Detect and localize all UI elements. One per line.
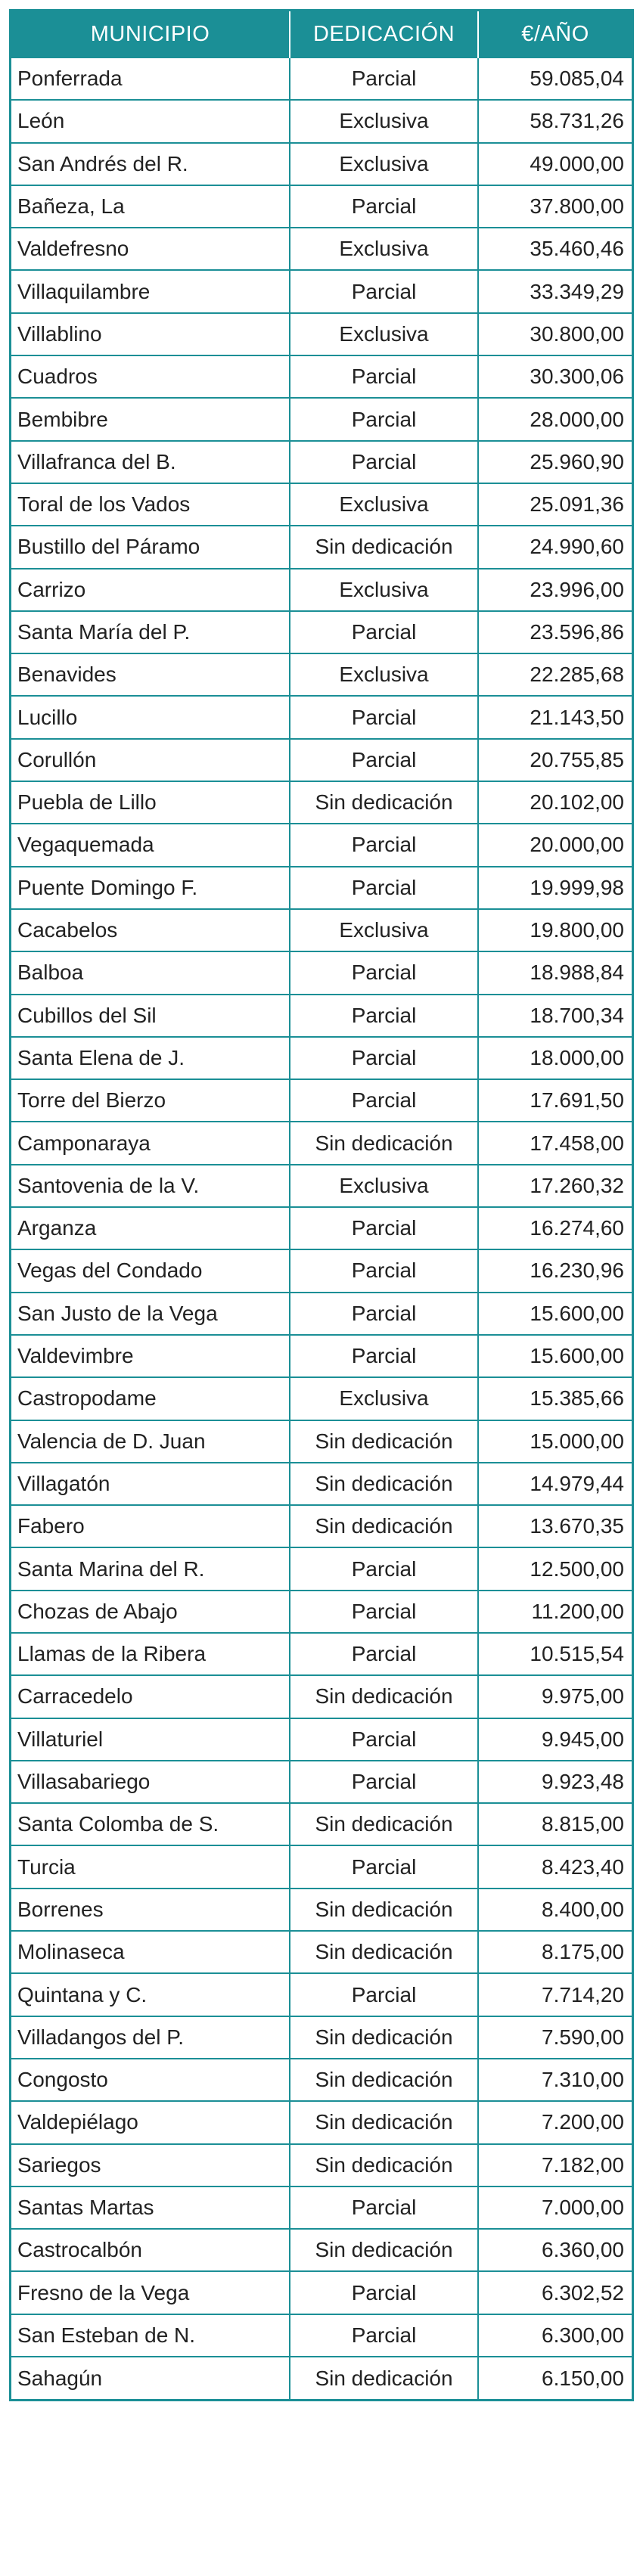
cell-importe: 20.102,00 [478,781,632,824]
cell-dedicacion: Parcial [290,696,478,738]
table-row [11,1889,632,1931]
cell-dedicacion: Exclusiva [290,909,478,951]
cell-municipio: San Esteban de N. [11,2314,290,2357]
table-row [11,1633,632,1675]
cell-municipio: Valdevimbre [11,1335,290,1377]
table-row [11,1591,632,1633]
cell-importe: 15.600,00 [478,1335,632,1377]
cell-importe: 21.143,50 [478,696,632,738]
cell-importe: 18.988,84 [478,951,632,994]
cell-importe: 28.000,00 [478,398,632,440]
header-dedicacion: DEDICACIÓN [290,11,478,57]
cell-dedicacion: Parcial [290,739,478,781]
cell-municipio: Camponaraya [11,1122,290,1164]
cell-importe: 9.975,00 [478,1675,632,1718]
table-row [11,1079,632,1122]
table-row [11,270,632,312]
cell-municipio: Santa Marina del R. [11,1547,290,1590]
cell-municipio: Sahagún [11,2357,290,2399]
cell-dedicacion: Sin dedicación [290,1122,478,1164]
cell-dedicacion: Exclusiva [290,1165,478,1207]
cell-importe: 20.000,00 [478,824,632,866]
cell-importe: 22.285,68 [478,653,632,696]
cell-municipio: Cuadros [11,355,290,398]
cell-municipio: Lucillo [11,696,290,738]
cell-dedicacion: Parcial [290,1249,478,1292]
cell-importe: 7.310,00 [478,2059,632,2101]
table-row [11,1420,632,1463]
cell-importe: 23.996,00 [478,569,632,611]
cell-dedicacion: Parcial [290,2271,478,2314]
cell-dedicacion: Sin dedicación [290,2144,478,2186]
cell-dedicacion: Sin dedicación [290,1675,478,1718]
table-row [11,867,632,909]
cell-importe: 19.800,00 [478,909,632,951]
table-row [11,441,632,483]
cell-dedicacion: Exclusiva [290,143,478,185]
cell-importe: 24.990,60 [478,526,632,568]
cell-importe: 15.600,00 [478,1293,632,1335]
cell-municipio: Santa Elena de J. [11,1037,290,1079]
cell-importe: 9.923,48 [478,1761,632,1803]
table-row [11,2016,632,2059]
table-row [11,696,632,738]
cell-municipio: Valdepiélago [11,2101,290,2143]
table-row [11,1165,632,1207]
cell-municipio: Benavides [11,653,290,696]
cell-importe: 30.300,06 [478,355,632,398]
cell-municipio: León [11,100,290,142]
cell-municipio: Fabero [11,1505,290,1547]
cell-dedicacion: Exclusiva [290,1377,478,1420]
table-row [11,1845,632,1888]
table-row [11,57,632,100]
cell-importe: 16.274,60 [478,1207,632,1249]
table-row [11,1249,632,1292]
cell-importe: 59.085,04 [478,57,632,100]
cell-municipio: Molinaseca [11,1931,290,1973]
table-row [11,2101,632,2143]
cell-municipio: Llamas de la Ribera [11,1633,290,1675]
table-row [11,313,632,355]
table-row [11,951,632,994]
table-row [11,739,632,781]
cell-dedicacion: Sin dedicación [290,2357,478,2399]
cell-municipio: Arganza [11,1207,290,1249]
cell-dedicacion: Exclusiva [290,100,478,142]
table-row [11,2271,632,2314]
cell-dedicacion: Parcial [290,1591,478,1633]
cell-dedicacion: Parcial [290,1633,478,1675]
cell-importe: 30.800,00 [478,313,632,355]
cell-importe: 23.596,86 [478,611,632,653]
cell-dedicacion: Sin dedicación [290,1463,478,1505]
cell-dedicacion: Parcial [290,398,478,440]
cell-municipio: Puebla de Lillo [11,781,290,824]
cell-dedicacion: Parcial [290,2314,478,2357]
table-row [11,1547,632,1590]
table-row [11,355,632,398]
cell-municipio: Balboa [11,951,290,994]
table-row [11,483,632,526]
cell-dedicacion: Sin dedicación [290,2229,478,2271]
table-row [11,2357,632,2399]
table-row [11,2229,632,2271]
cell-municipio: Bañeza, La [11,185,290,228]
cell-importe: 18.000,00 [478,1037,632,1079]
cell-municipio: Bustillo del Páramo [11,526,290,568]
table-row [11,1207,632,1249]
cell-dedicacion: Parcial [290,185,478,228]
cell-municipio: Valencia de D. Juan [11,1420,290,1463]
cell-importe: 49.000,00 [478,143,632,185]
cell-dedicacion: Exclusiva [290,569,478,611]
cell-municipio: Santovenia de la V. [11,1165,290,1207]
table-row [11,824,632,866]
cell-municipio: Castrocalbón [11,2229,290,2271]
cell-importe: 11.200,00 [478,1591,632,1633]
cell-municipio: Villafranca del B. [11,441,290,483]
cell-dedicacion: Parcial [290,2186,478,2229]
cell-importe: 58.731,26 [478,100,632,142]
table-row [11,1718,632,1761]
cell-importe: 16.230,96 [478,1249,632,1292]
cell-dedicacion: Parcial [290,995,478,1037]
table-row [11,185,632,228]
cell-dedicacion: Parcial [290,355,478,398]
cell-importe: 15.385,66 [478,1377,632,1420]
cell-importe: 7.714,20 [478,1973,632,2016]
cell-dedicacion: Sin dedicación [290,2101,478,2143]
cell-municipio: Congosto [11,2059,290,2101]
cell-municipio: Fresno de la Vega [11,2271,290,2314]
cell-dedicacion: Sin dedicación [290,2016,478,2059]
cell-dedicacion: Parcial [290,1037,478,1079]
cell-dedicacion: Sin dedicación [290,781,478,824]
cell-importe: 8.175,00 [478,1931,632,1973]
table-body [11,57,632,2399]
cell-dedicacion: Parcial [290,57,478,100]
header-importe: €/AÑO [478,11,632,57]
cell-municipio: Carracedelo [11,1675,290,1718]
cell-dedicacion: Exclusiva [290,483,478,526]
cell-dedicacion: Sin dedicación [290,1505,478,1547]
cell-dedicacion: Parcial [290,1293,478,1335]
salary-table-container [9,9,634,2401]
cell-importe: 7.590,00 [478,2016,632,2059]
cell-importe: 37.800,00 [478,185,632,228]
cell-municipio: Torre del Bierzo [11,1079,290,1122]
cell-municipio: Villaquilambre [11,270,290,312]
cell-municipio: Ponferrada [11,57,290,100]
cell-importe: 20.755,85 [478,739,632,781]
table-row [11,569,632,611]
cell-dedicacion: Parcial [290,1973,478,2016]
table-row [11,143,632,185]
cell-dedicacion: Sin dedicación [290,1803,478,1845]
cell-importe: 6.302,52 [478,2271,632,2314]
table-row [11,100,632,142]
cell-importe: 35.460,46 [478,228,632,270]
cell-importe: 8.423,40 [478,1845,632,1888]
cell-municipio: Vegas del Condado [11,1249,290,1292]
cell-municipio: Quintana y C. [11,1973,290,2016]
cell-municipio: Cacabelos [11,909,290,951]
cell-importe: 6.150,00 [478,2357,632,2399]
table-row [11,909,632,951]
cell-municipio: Villagatón [11,1463,290,1505]
salary-table [11,11,632,2399]
cell-importe: 10.515,54 [478,1633,632,1675]
cell-importe: 8.400,00 [478,1889,632,1931]
cell-dedicacion: Parcial [290,1079,478,1122]
cell-importe: 17.260,32 [478,1165,632,1207]
cell-importe: 7.182,00 [478,2144,632,2186]
cell-importe: 14.979,44 [478,1463,632,1505]
cell-municipio: Villaturiel [11,1718,290,1761]
table-row [11,526,632,568]
cell-dedicacion: Sin dedicación [290,526,478,568]
cell-importe: 6.300,00 [478,2314,632,2357]
cell-municipio: San Justo de la Vega [11,1293,290,1335]
cell-dedicacion: Sin dedicación [290,1889,478,1931]
cell-dedicacion: Exclusiva [290,653,478,696]
cell-municipio: Borrenes [11,1889,290,1931]
cell-municipio: Turcia [11,1845,290,1888]
cell-municipio: Castropodame [11,1377,290,1420]
cell-dedicacion: Parcial [290,441,478,483]
table-row [11,228,632,270]
table-row [11,1122,632,1164]
cell-municipio: Valdefresno [11,228,290,270]
cell-importe: 7.200,00 [478,2101,632,2143]
table-row [11,1293,632,1335]
table-row [11,781,632,824]
cell-dedicacion: Sin dedicación [290,1420,478,1463]
cell-dedicacion: Parcial [290,1547,478,1590]
cell-importe: 17.691,50 [478,1079,632,1122]
table-row [11,1505,632,1547]
cell-dedicacion: Exclusiva [290,228,478,270]
table-row [11,653,632,696]
cell-municipio: Santas Martas [11,2186,290,2229]
table-row [11,1335,632,1377]
table-row [11,1931,632,1973]
table-row [11,1037,632,1079]
cell-dedicacion: Parcial [290,1335,478,1377]
cell-municipio: Carrizo [11,569,290,611]
table-row [11,2186,632,2229]
table-row [11,2144,632,2186]
cell-importe: 9.945,00 [478,1718,632,1761]
cell-dedicacion: Sin dedicación [290,1931,478,1973]
cell-municipio: San Andrés del R. [11,143,290,185]
cell-importe: 6.360,00 [478,2229,632,2271]
cell-municipio: Chozas de Abajo [11,1591,290,1633]
cell-dedicacion: Exclusiva [290,313,478,355]
cell-importe: 8.815,00 [478,1803,632,1845]
table-row [11,2059,632,2101]
cell-importe: 33.349,29 [478,270,632,312]
cell-importe: 13.670,35 [478,1505,632,1547]
cell-municipio: Toral de los Vados [11,483,290,526]
table-row [11,995,632,1037]
cell-importe: 18.700,34 [478,995,632,1037]
cell-importe: 17.458,00 [478,1122,632,1164]
table-row [11,1463,632,1505]
cell-municipio: Cubillos del Sil [11,995,290,1037]
table-row [11,2314,632,2357]
cell-dedicacion: Parcial [290,1718,478,1761]
table-header [11,11,632,57]
cell-municipio: Villasabariego [11,1761,290,1803]
header-row [11,11,632,57]
cell-dedicacion: Parcial [290,1845,478,1888]
table-row [11,398,632,440]
cell-importe: 25.091,36 [478,483,632,526]
cell-dedicacion: Parcial [290,1761,478,1803]
cell-dedicacion: Parcial [290,951,478,994]
cell-municipio: Corullón [11,739,290,781]
cell-importe: 7.000,00 [478,2186,632,2229]
cell-importe: 15.000,00 [478,1420,632,1463]
cell-dedicacion: Parcial [290,270,478,312]
cell-importe: 12.500,00 [478,1547,632,1590]
table-row [11,1675,632,1718]
table-row [11,1973,632,2016]
cell-municipio: Santa María del P. [11,611,290,653]
cell-municipio: Bembibre [11,398,290,440]
cell-dedicacion: Parcial [290,611,478,653]
table-row [11,1803,632,1845]
cell-dedicacion: Parcial [290,1207,478,1249]
cell-importe: 25.960,90 [478,441,632,483]
table-row [11,1761,632,1803]
cell-dedicacion: Sin dedicación [290,2059,478,2101]
cell-dedicacion: Parcial [290,867,478,909]
cell-municipio: Vegaquemada [11,824,290,866]
cell-dedicacion: Parcial [290,824,478,866]
cell-importe: 19.999,98 [478,867,632,909]
cell-municipio: Villablino [11,313,290,355]
cell-municipio: Sariegos [11,2144,290,2186]
table-row [11,611,632,653]
cell-municipio: Puente Domingo F. [11,867,290,909]
cell-municipio: Santa Colomba de S. [11,1803,290,1845]
cell-municipio: Villadangos del P. [11,2016,290,2059]
table-row [11,1377,632,1420]
header-municipio: MUNICIPIO [11,11,290,57]
